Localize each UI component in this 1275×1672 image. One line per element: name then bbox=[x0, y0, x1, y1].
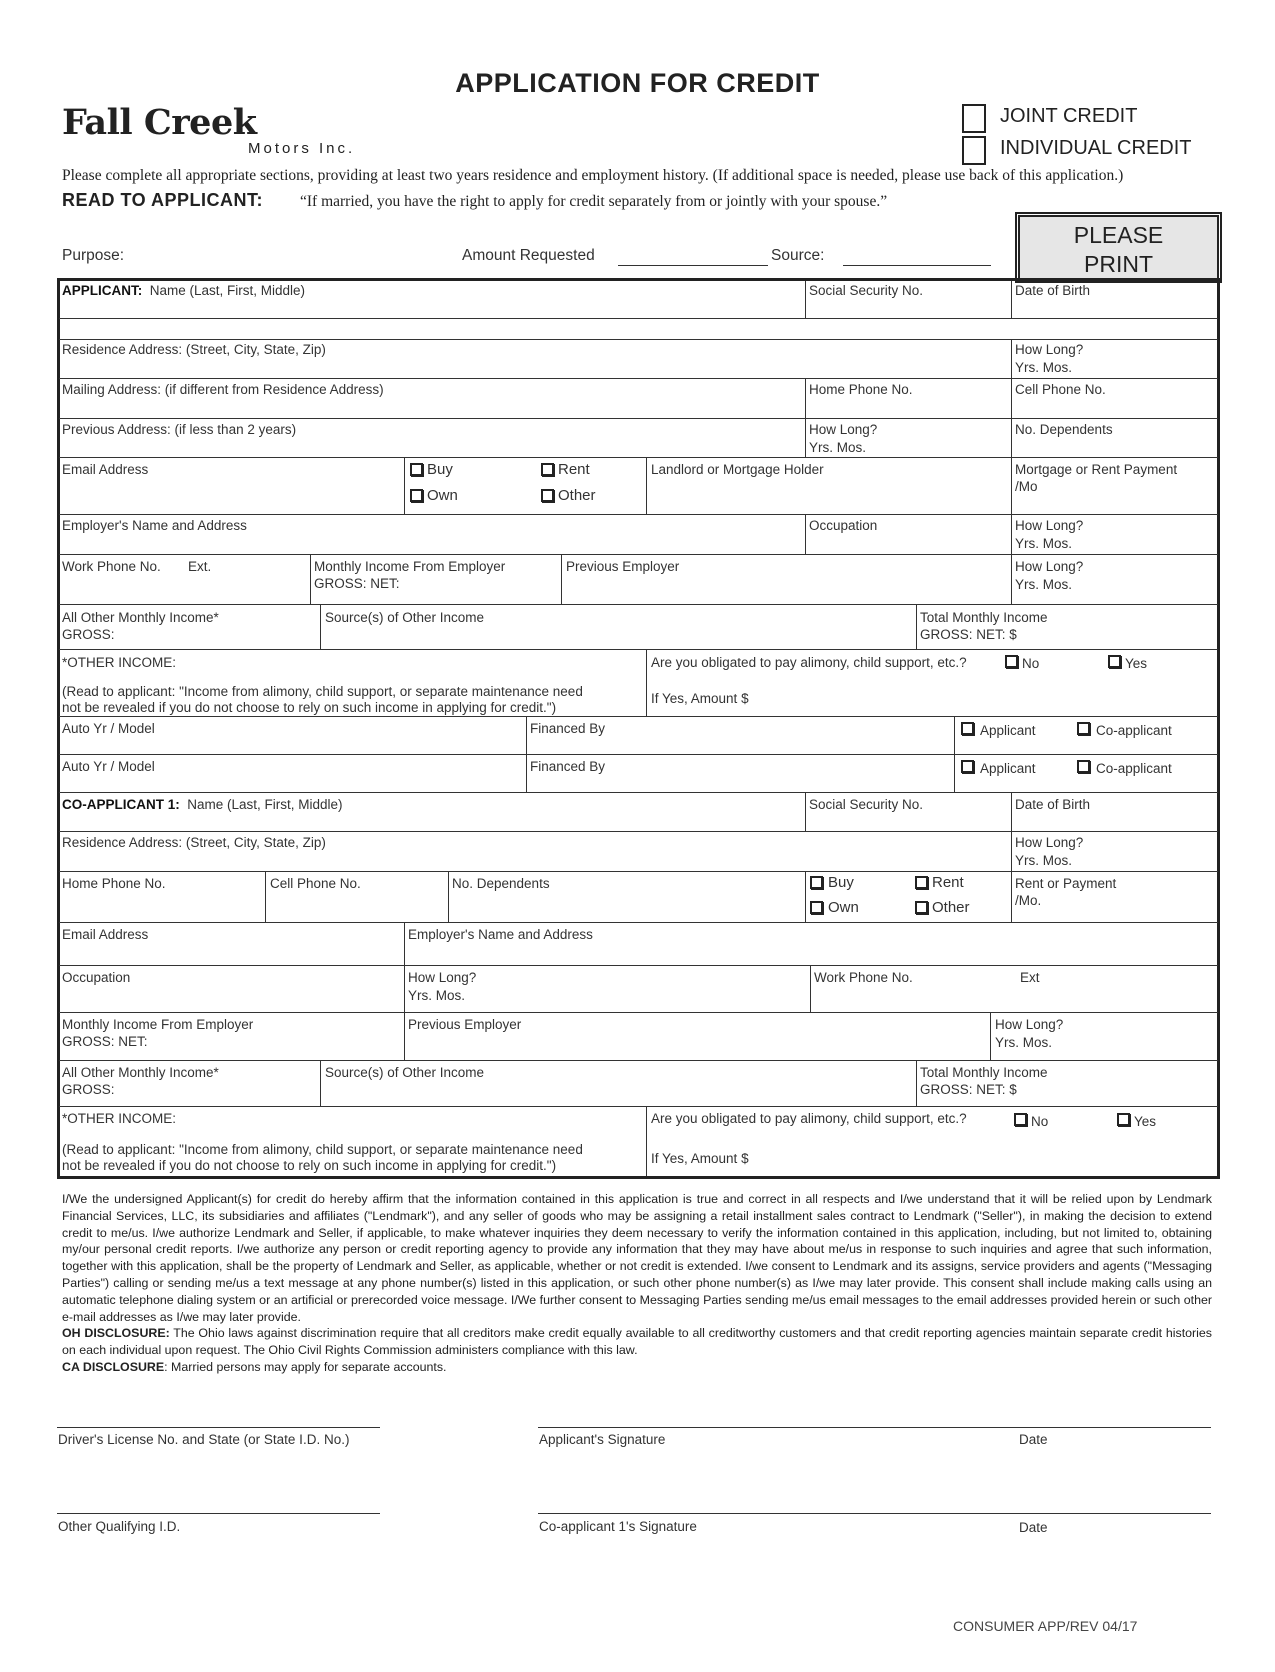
coapplicant-obligated-no-label: No bbox=[1031, 1114, 1049, 1129]
applicant-obligated-no-label: No bbox=[1022, 656, 1040, 671]
auto-1-applicant-checkbox[interactable] bbox=[961, 722, 974, 735]
coapplicant-other-income-label: *OTHER INCOME: bbox=[62, 1111, 177, 1126]
applicant-work-phone-label: Work Phone No. bbox=[62, 559, 161, 574]
col-divider bbox=[805, 418, 806, 457]
applicant-landlord-label: Landlord or Mortgage Holder bbox=[651, 462, 824, 477]
row-divider bbox=[59, 1060, 1218, 1061]
logo-subtitle: Motors Inc. bbox=[248, 140, 356, 157]
applicant-signature-line[interactable] bbox=[538, 1427, 1211, 1428]
applicant-other-checkbox[interactable] bbox=[541, 489, 554, 502]
col-divider bbox=[1011, 378, 1012, 418]
auto-1-coapplicant-checkbox[interactable] bbox=[1077, 722, 1090, 735]
coapplicant-per-mo-label: /Mo. bbox=[1015, 893, 1042, 908]
applicant-read-note-1: (Read to applicant: "Income from alimony, child support, or separate maintenance need bbox=[62, 684, 583, 699]
auto-1-applicant-label: Applicant bbox=[980, 723, 1036, 738]
instructions: Please complete all appropriate sections, providing at least two years residence and employment history. (If additional space is needed, please use back of this application.) bbox=[62, 167, 1124, 184]
drivers-license-line[interactable] bbox=[57, 1427, 380, 1428]
auto-2-coapplicant-label: Co-applicant bbox=[1096, 761, 1172, 776]
oh-disclosure-label: OH DISCLOSURE: bbox=[62, 1326, 170, 1341]
row-divider bbox=[59, 378, 1218, 379]
coapplicant-residence-howlong-label: How Long? bbox=[1015, 835, 1084, 850]
coapplicant-read-note-2: not be revealed if you do not choose to rely on such income in applying for credit.") bbox=[62, 1158, 557, 1173]
coapplicant-email-label: Email Address bbox=[62, 927, 149, 942]
coapplicant-residence-label: Residence Address: (Street, City, State, Zip) bbox=[62, 835, 326, 850]
col-divider bbox=[1011, 281, 1012, 318]
col-divider bbox=[1011, 792, 1012, 831]
coapplicant-employer-label: Employer's Name and Address bbox=[408, 927, 593, 942]
applicant-total-monthly-label: Total Monthly Income bbox=[920, 610, 1048, 625]
coapplicant-obligated-yes-checkbox[interactable] bbox=[1117, 1113, 1130, 1126]
applicant-gross-net-label: GROSS: NET: bbox=[314, 576, 400, 591]
row-divider bbox=[59, 457, 1218, 458]
row-divider bbox=[59, 514, 1218, 515]
joint-credit-label: JOINT CREDIT bbox=[1000, 105, 1138, 127]
applicant-other-gross-label: GROSS: bbox=[62, 627, 115, 642]
applicant-other-monthly-label: All Other Monthly Income* bbox=[62, 610, 219, 625]
coapplicant-obligated-no-checkbox[interactable] bbox=[1014, 1113, 1027, 1126]
applicant-rent-label: Rent bbox=[558, 461, 590, 478]
coapplicant-rent-checkbox[interactable] bbox=[915, 876, 928, 889]
applicant-date-label: Date bbox=[1019, 1432, 1048, 1447]
individual-credit-label: INDIVIDUAL CREDIT bbox=[1000, 137, 1192, 159]
row-divider bbox=[59, 604, 1218, 605]
ca-disclosure bbox=[62, 1359, 1212, 1376]
col-divider bbox=[805, 281, 806, 318]
applicant-residence-label: Residence Address: (Street, City, State, Zip) bbox=[62, 342, 326, 357]
col-divider bbox=[448, 871, 449, 922]
col-divider bbox=[1011, 339, 1012, 378]
applicant-buy-label: Buy bbox=[427, 461, 453, 478]
amount-requested-field[interactable] bbox=[618, 265, 768, 266]
applicant-financed-by-2-label: Financed By bbox=[530, 759, 606, 774]
col-divider bbox=[805, 792, 806, 831]
coapplicant-section-label: CO-APPLICANT 1: bbox=[62, 797, 180, 812]
coapplicant-prev-employer-howlong-label: How Long? bbox=[995, 1017, 1064, 1032]
read-to-applicant-quote: “If married, you have the right to apply for credit separately from or jointly with your spouse.” bbox=[300, 193, 888, 210]
row-divider bbox=[59, 649, 1218, 650]
coapplicant-rent-payment-label: Rent or Payment bbox=[1015, 876, 1117, 891]
col-divider bbox=[646, 457, 647, 514]
coapplicant-previous-employer-label: Previous Employer bbox=[408, 1017, 522, 1032]
applicant-auto-2-label: Auto Yr / Model bbox=[62, 759, 155, 774]
row-divider bbox=[59, 792, 1218, 793]
col-divider bbox=[810, 965, 811, 1012]
col-divider bbox=[404, 922, 405, 965]
coapplicant-date-label: Date bbox=[1019, 1520, 1048, 1535]
coapplicant-name-cell[interactable] bbox=[62, 796, 343, 813]
applicant-mailing-label: Mailing Address: (if different from Residence Address) bbox=[62, 382, 384, 397]
col-divider bbox=[916, 604, 917, 649]
auto-2-applicant-checkbox[interactable] bbox=[961, 760, 974, 773]
other-id-label: Other Qualifying I.D. bbox=[58, 1519, 181, 1534]
applicant-name-cell[interactable] bbox=[62, 282, 305, 299]
applicant-mortgage-per-mo-label: /Mo bbox=[1015, 479, 1038, 494]
col-divider bbox=[404, 1012, 405, 1060]
col-divider bbox=[404, 965, 405, 1012]
coapplicant-read-note-1: (Read to applicant: "Income from alimony, child support, or separate maintenance need bbox=[62, 1142, 583, 1157]
read-to-applicant-label: READ TO APPLICANT: bbox=[62, 190, 264, 210]
row-divider bbox=[59, 1012, 1218, 1013]
applicant-email-label: Email Address bbox=[62, 462, 149, 477]
applicant-employer-howlong-label: How Long? bbox=[1015, 518, 1084, 533]
col-divider bbox=[990, 1012, 991, 1060]
coapplicant-ssn-label: Social Security No. bbox=[809, 797, 924, 812]
col-divider bbox=[1011, 871, 1012, 922]
form-revision: CONSUMER APP/REV 04/17 bbox=[953, 1618, 1138, 1634]
other-id-line[interactable] bbox=[57, 1513, 380, 1514]
applicant-previous-address-label: Previous Address: (if less than 2 years) bbox=[62, 422, 297, 437]
applicant-prev-employer-howlong-label: How Long? bbox=[1015, 559, 1084, 574]
applicant-signature-label: Applicant's Signature bbox=[539, 1432, 666, 1447]
applicant-previous-yrsmos-label: Yrs. Mos. bbox=[809, 440, 867, 455]
individual-credit-checkbox[interactable] bbox=[962, 136, 986, 165]
ca-disclosure-label: CA DISCLOSURE bbox=[62, 1359, 165, 1374]
applicant-mortgage-payment-label: Mortgage or Rent Payment bbox=[1015, 462, 1178, 477]
applicant-occupation-label: Occupation bbox=[809, 518, 878, 533]
coapplicant-other-gross-label: GROSS: bbox=[62, 1082, 115, 1097]
coapplicant-own-checkbox[interactable] bbox=[810, 901, 823, 914]
coapplicant-own-label: Own bbox=[828, 899, 859, 916]
applicant-name-label: Name (Last, First, Middle) bbox=[149, 283, 306, 298]
affirmation-text: I/We the undersigned Applicant(s) for credit do hereby affirm that the information contained in this application is true and correct in all respects and I/we understand that it will be relied upon by Lendmark Financial Services, LLC, its subsidiaries and affiliates ("Lendmark"), and any seller of goods who may be assigning a retail installment sales contract to Lendmark ("Seller"), in making the decision to extend credit to me/us. I/we authorize Lendmark and Seller, if applicable, to make whatever inquiries they deem necessary to verify the information contained in this application, including, but not limited to, obtaining my/our personal credit reports. I/we authorize any person or credit reporting agency to provide any information that they may have about me/us in response to such inquiries and agree that such information, together with this application, shall be the property of Lendmark and Seller, as applicable, whether or not credit is extended. I/we consent to Lendmark and its assigns, service providers and agents ("Messaging Parties") calling or sending me/us a text message at any phone number(s) listed in this application, or such other phone number(s) as I/we may later provide. This consent shall include making calls using an automatic telephone dialing system or an artificial or prerecorded voice message. I/We further consent to Messaging Parties sending me/us email messages to the email addresses provided herein or such other e-mail addresses as I/we may later provide. bbox=[62, 1192, 1212, 1324]
col-divider bbox=[954, 716, 955, 792]
applicant-auto-1-label: Auto Yr / Model bbox=[62, 721, 155, 736]
col-divider bbox=[646, 649, 647, 716]
coapplicant-rent-label: Rent bbox=[932, 874, 964, 891]
col-divider bbox=[265, 871, 266, 922]
applicant-previous-howlong-label: How Long? bbox=[809, 422, 878, 437]
source-field[interactable] bbox=[843, 265, 991, 266]
coapplicant-signature-line[interactable] bbox=[538, 1513, 1211, 1514]
applicant-own-checkbox[interactable] bbox=[410, 489, 423, 502]
coapplicant-other-label: Other bbox=[932, 899, 970, 916]
coapplicant-obligated-label: Are you obligated to pay alimony, child support, etc.? bbox=[651, 1111, 967, 1126]
auto-2-applicant-label: Applicant bbox=[980, 761, 1036, 776]
applicant-residence-howlong-label: How Long? bbox=[1015, 342, 1084, 357]
coapplicant-dob-label: Date of Birth bbox=[1015, 797, 1091, 812]
row-divider bbox=[59, 554, 1218, 555]
applicant-obligated-no-checkbox[interactable] bbox=[1005, 655, 1018, 668]
col-divider bbox=[310, 554, 311, 604]
oh-disclosure-text: The Ohio laws against discrimination require that all creditors make credit equally available to all creditworthy customers and that credit reporting agencies maintain separate credit histories on each individual upon request. The Ohio Civil Rights Commission administers compliance with this law. bbox=[62, 1326, 1212, 1358]
coapplicant-work-phone-label: Work Phone No. bbox=[814, 970, 913, 985]
joint-credit-option[interactable] bbox=[962, 104, 1137, 133]
applicant-obligated-yes-checkbox[interactable] bbox=[1108, 655, 1121, 668]
col-divider bbox=[320, 1060, 321, 1106]
coapplicant-residence-yrsmos-label: Yrs. Mos. bbox=[1015, 853, 1073, 868]
coapplicant-total-gross-net-label: GROSS: NET: $ bbox=[920, 1082, 1017, 1097]
source-label: Source: bbox=[771, 247, 825, 264]
coapplicant-name-label: Name (Last, First, Middle) bbox=[187, 797, 343, 812]
coapplicant-occupation-label: Occupation bbox=[62, 970, 131, 985]
row-divider bbox=[59, 716, 1218, 717]
drivers-license-label: Driver's License No. and State (or State I.D. No.) bbox=[58, 1432, 350, 1447]
col-divider bbox=[805, 871, 806, 922]
applicant-if-yes-label: If Yes, Amount $ bbox=[651, 691, 749, 706]
coapplicant-dependents-label: No. Dependents bbox=[452, 876, 550, 891]
auto-1-coapplicant-label: Co-applicant bbox=[1096, 723, 1172, 738]
coapplicant-buy-checkbox[interactable] bbox=[810, 876, 823, 889]
applicant-obligated-yes-label: Yes bbox=[1125, 656, 1148, 671]
ca-disclosure-text: : Married persons may apply for separate accounts. bbox=[164, 1359, 447, 1374]
applicant-employer-label: Employer's Name and Address bbox=[62, 518, 247, 533]
applicant-cell-phone-label: Cell Phone No. bbox=[1015, 382, 1106, 397]
row-divider bbox=[59, 418, 1218, 419]
applicant-sources-other-label: Source(s) of Other Income bbox=[325, 610, 485, 625]
applicant-residence-yrsmos-label: Yrs. Mos. bbox=[1015, 360, 1073, 375]
coapplicant-prev-employer-yrsmos-label: Yrs. Mos. bbox=[995, 1035, 1053, 1050]
page-title: APPLICATION FOR CREDIT bbox=[455, 68, 820, 98]
oh-disclosure bbox=[62, 1325, 1212, 1359]
col-divider bbox=[320, 604, 321, 649]
applicant-previous-employer-label: Previous Employer bbox=[566, 559, 680, 574]
col-divider bbox=[404, 457, 405, 514]
col-divider bbox=[561, 554, 562, 604]
row-divider bbox=[59, 1106, 1218, 1107]
coapplicant-other-checkbox[interactable] bbox=[915, 901, 928, 914]
please-print-line-2: PRINT bbox=[1084, 251, 1153, 277]
row-divider bbox=[59, 318, 1218, 319]
coapplicant-home-phone-label: Home Phone No. bbox=[62, 876, 166, 891]
coapplicant-buy-label: Buy bbox=[828, 874, 854, 891]
col-divider bbox=[916, 1060, 917, 1106]
row-divider bbox=[59, 339, 1218, 340]
applicant-employer-yrsmos-label: Yrs. Mos. bbox=[1015, 536, 1073, 551]
joint-credit-checkbox[interactable] bbox=[962, 104, 986, 133]
applicant-prev-employer-yrsmos-label: Yrs. Mos. bbox=[1015, 577, 1073, 592]
row-divider bbox=[59, 754, 1218, 755]
coapplicant-signature-label: Co-applicant 1's Signature bbox=[539, 1519, 697, 1534]
applicant-other-income-label: *OTHER INCOME: bbox=[62, 655, 177, 670]
applicant-dob-label: Date of Birth bbox=[1015, 283, 1091, 298]
coapplicant-obligated-yes-label: Yes bbox=[1134, 1114, 1157, 1129]
purpose-label: Purpose: bbox=[62, 247, 125, 264]
coapplicant-monthly-income-label: Monthly Income From Employer bbox=[62, 1017, 254, 1032]
please-print-box bbox=[1018, 215, 1219, 280]
coapplicant-other-monthly-label: All Other Monthly Income* bbox=[62, 1065, 219, 1080]
applicant-own-label: Own bbox=[427, 487, 458, 504]
coapplicant-sources-other-label: Source(s) of Other Income bbox=[325, 1065, 485, 1080]
row-divider bbox=[59, 871, 1218, 872]
amount-requested-label: Amount Requested bbox=[462, 247, 595, 264]
row-divider bbox=[59, 831, 1218, 832]
logo-name: Fall Creek bbox=[62, 102, 257, 143]
row-divider bbox=[59, 922, 1218, 923]
col-divider bbox=[1011, 418, 1012, 457]
applicant-financed-by-1-label: Financed By bbox=[530, 721, 606, 736]
individual-credit-option[interactable] bbox=[962, 136, 1192, 165]
applicant-buy-checkbox[interactable] bbox=[410, 463, 423, 476]
col-divider bbox=[526, 716, 527, 792]
applicant-other-label: Other bbox=[558, 487, 596, 504]
coapplicant-total-monthly-label: Total Monthly Income bbox=[920, 1065, 1048, 1080]
applicant-section-label: APPLICANT: bbox=[62, 283, 143, 298]
applicant-rent-checkbox[interactable] bbox=[541, 463, 554, 476]
coapplicant-ext-label: Ext bbox=[1020, 970, 1040, 985]
applicant-monthly-income-label: Monthly Income From Employer bbox=[314, 559, 506, 574]
col-divider bbox=[1011, 514, 1012, 554]
col-divider bbox=[805, 514, 806, 554]
col-divider bbox=[646, 1106, 647, 1176]
applicant-ext-label: Ext. bbox=[188, 559, 212, 574]
applicant-total-gross-net-label: GROSS: NET: $ bbox=[920, 627, 1017, 642]
coapplicant-if-yes-label: If Yes, Amount $ bbox=[651, 1151, 749, 1166]
coapplicant-gross-net-label: GROSS: NET: bbox=[62, 1034, 148, 1049]
row-divider bbox=[59, 965, 1218, 966]
applicant-dependents-label: No. Dependents bbox=[1015, 422, 1113, 437]
legal-disclosures bbox=[62, 1191, 1212, 1376]
applicant-home-phone-label: Home Phone No. bbox=[809, 382, 913, 397]
coapplicant-employer-howlong-label: How Long? bbox=[408, 970, 477, 985]
auto-2-coapplicant-checkbox[interactable] bbox=[1077, 760, 1090, 773]
applicant-ssn-label: Social Security No. bbox=[809, 283, 924, 298]
col-divider bbox=[1011, 831, 1012, 871]
applicant-obligated-label: Are you obligated to pay alimony, child support, etc.? bbox=[651, 655, 967, 670]
col-divider bbox=[805, 378, 806, 418]
coapplicant-cell-phone-label: Cell Phone No. bbox=[270, 876, 361, 891]
applicant-read-note-2: not be revealed if you do not choose to rely on such income in applying for credit.") bbox=[62, 700, 557, 715]
col-divider bbox=[1011, 457, 1012, 514]
col-divider bbox=[1011, 554, 1012, 604]
coapplicant-employer-yrsmos-label: Yrs. Mos. bbox=[408, 988, 466, 1003]
please-print-line-1: PLEASE bbox=[1073, 222, 1164, 248]
